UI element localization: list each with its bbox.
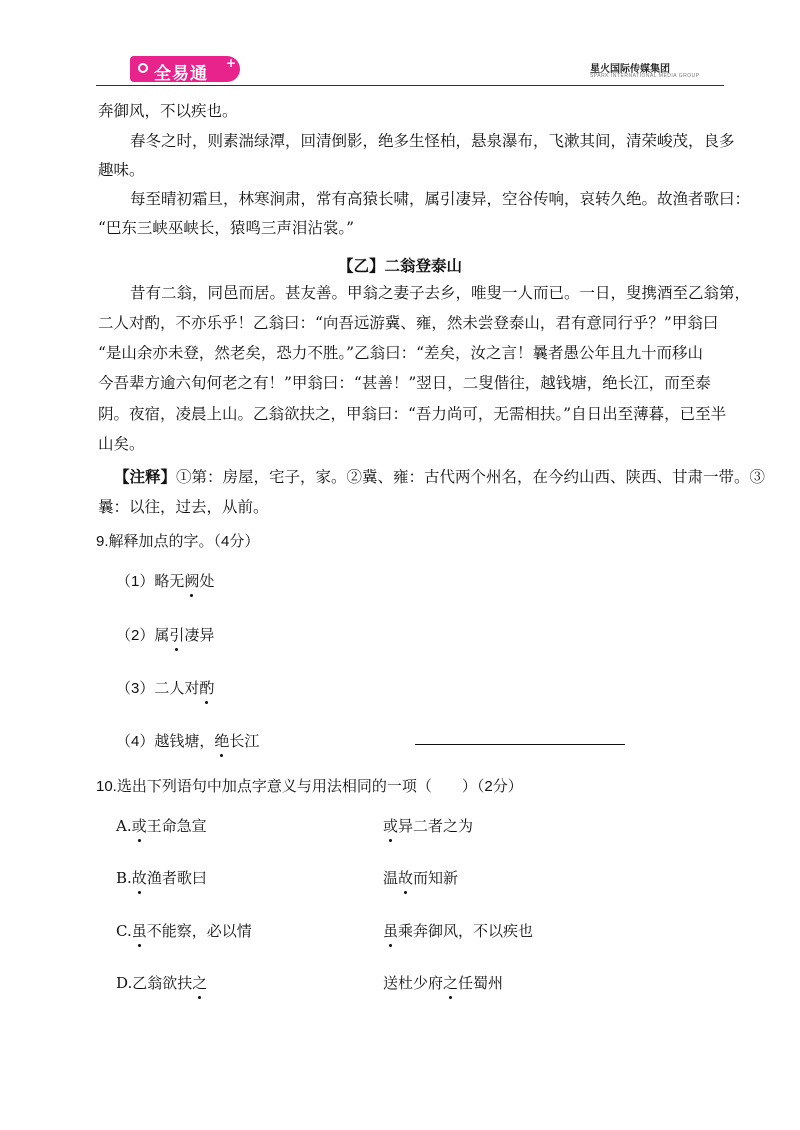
dotted-char: 引	[169, 624, 184, 645]
dotted-char: 酌	[199, 677, 214, 698]
dotted-char: 故	[132, 867, 147, 888]
logo-plus-icon: +	[226, 56, 237, 70]
q10-option-d-left: D.乙翁欲扶之	[116, 974, 208, 992]
passage-yi-line: 阴。夜宿，凌晨上山。乙翁欲扶之，甲翁曰：“吾力尚可，无需相扶。”自日出至薄暮，已至半	[98, 405, 727, 423]
q10-option-c-right: 虽乘奔御风，不以疾也	[383, 920, 533, 941]
passage-jia-line: 春冬之时，则素湍绿潭，回清倒影，绝多生怪柏，悬泉瀑布，飞漱其间，清荣峻茂，良多	[130, 132, 735, 150]
passage-jia-line: 奔御风，不以疾也。	[98, 102, 238, 120]
annotation-line	[114, 467, 765, 488]
passage-yi-line: 昔有二翁，同邑而居。甚友善。甲翁之妻子去乡，唯叟一人而已。一日，叟携酒至乙翁第，	[130, 284, 751, 302]
dotted-char: 虽	[132, 920, 147, 941]
annotation-text: ①第：房屋，宅子，家。②冀、雍：古代两个州名，在今约山西、陕西、甘肃一带。③	[176, 468, 766, 486]
dotted-char: 或	[131, 817, 147, 835]
passage-jia-line: 每至晴初霜旦，林寒涧肃，常有高猿长啸，属引凄异，空谷传响，哀转久绝。故渔者歌曰：	[130, 190, 751, 208]
passage-yi-line: 山矣。	[98, 435, 145, 453]
annotation-label: 【注释】	[114, 469, 177, 486]
dotted-char: 之	[192, 972, 207, 993]
q9-title: 9.解释加点的字。（4分）	[96, 533, 260, 550]
passage-jia-line: “巴东三峡巫峡长，猿鸣三声泪沾裳。”	[98, 219, 355, 237]
dotted-char: 故	[398, 867, 413, 888]
passage-yi-line: “是山余亦未登，然老矣，恐力不胜。”乙翁曰：“差矣，汝之言！曩者愚公年且九十而移山	[98, 344, 704, 362]
passage-yi-line: 今吾辈方逾六旬何老之有！”甲翁曰：“甚善！”翌日，二叟偕往，越钱塘，绝长江，而至泰	[98, 374, 711, 392]
q10-option-c-left: C.虽不能察，必以情	[116, 922, 252, 940]
passage-yi-title: 【乙】二翁登泰山	[337, 258, 462, 275]
header-divider	[96, 85, 724, 86]
q10-option-b-right: 温故而知新	[383, 867, 458, 888]
dotted-char: 之	[443, 972, 458, 993]
logo-text: 全易通	[154, 64, 208, 84]
q10-option-a-left: A.或王命急宣	[116, 817, 207, 835]
q10-option-d-right: 送杜少府之任蜀州	[383, 972, 503, 993]
page-header	[0, 0, 800, 90]
dotted-char: 虽	[383, 920, 398, 941]
org-name: 星火国际传媒集团	[590, 64, 670, 75]
annotation-line-2: 曩：以往，过去，从前。	[98, 498, 269, 516]
dotted-char: 绝	[214, 730, 229, 751]
q9-item: （4）越钱塘，绝长江	[116, 730, 259, 751]
q10-title: 10.选出下列语句中加点字意义与用法相同的一项（ ）（2分）	[96, 778, 523, 795]
q9-item: （1）略无阙处	[116, 570, 214, 591]
passage-jia-line: 趣味。	[98, 161, 145, 179]
brand-logo	[130, 56, 240, 82]
logo-circle-icon	[138, 63, 148, 73]
q9-item: （2）属引凄异	[116, 624, 214, 645]
q10-option-a-right: 或异二者之为	[383, 815, 473, 836]
q9-item: （3）二人对酌	[116, 677, 214, 698]
q10-option-b-left: B.故渔者歌曰	[116, 869, 207, 887]
dotted-char: 阙	[184, 570, 199, 591]
passage-yi-line: 二人对酌，不亦乐乎！乙翁曰：“向吾远游冀、雍，然未尝登泰山，君有意同行乎？”甲翁曰	[98, 314, 719, 332]
dotted-char: 或	[383, 815, 398, 836]
answer-blank-line[interactable]	[415, 744, 625, 745]
org-subtitle: SPARK INTERNATIONAL MEDIA GROUP	[590, 73, 700, 79]
